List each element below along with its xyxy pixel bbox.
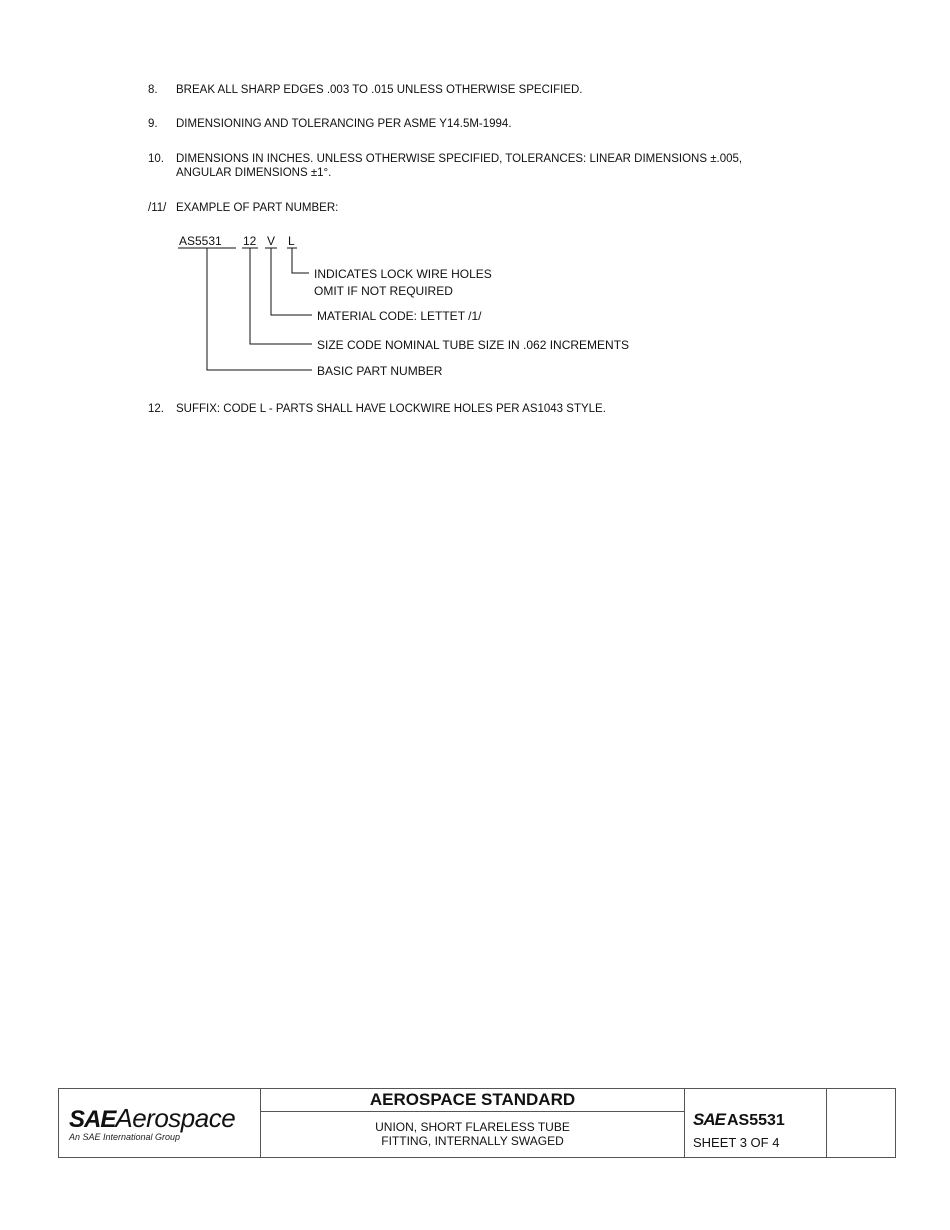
callout-lockwire-line2: OMIT IF NOT REQUIRED	[314, 284, 453, 298]
title-block	[58, 1088, 896, 1158]
note-text	[176, 117, 828, 131]
note-number: 9.	[148, 118, 158, 130]
note-text	[176, 83, 828, 97]
sheet-number: SHEET 3 OF 4	[693, 1135, 780, 1150]
title-block-logo-cell	[59, 1089, 261, 1157]
callout-lockwire-line1: INDICATES LOCK WIRE HOLES	[314, 267, 492, 281]
document-title	[261, 1120, 684, 1148]
note-number: /11/	[148, 202, 167, 214]
leader-suffix	[292, 248, 309, 273]
note-11	[148, 201, 828, 215]
note-line: ANGULAR DIMENSIONS ±1°.	[176, 167, 332, 179]
standard-heading: AEROSPACE STANDARD	[261, 1089, 684, 1112]
segment-material-code: V	[267, 234, 276, 248]
document-number: AS5531	[726, 1112, 785, 1129]
aerospace-logo-word: Aerospace	[115, 1103, 236, 1133]
segment-size-code: 12	[243, 234, 257, 248]
sae-logo-mark: SAE	[69, 1106, 116, 1133]
title-block-empty-cell	[827, 1089, 895, 1157]
note-line: DIMENSIONING AND TOLERANCING PER ASME Y14.5M-1994.	[176, 118, 512, 130]
callout-size: SIZE CODE NOMINAL TUBE SIZE IN .062 INCREMENTS	[317, 338, 630, 352]
document-id	[693, 1110, 785, 1130]
note-text	[176, 152, 828, 180]
note-8	[148, 83, 828, 97]
sae-small-logo: SAE	[693, 1110, 725, 1129]
note-10	[148, 152, 828, 180]
leader-material	[271, 248, 312, 315]
title-block-title-cell	[261, 1089, 685, 1157]
segment-suffix: L	[288, 234, 295, 248]
note-12	[148, 402, 828, 416]
leader-basic	[207, 248, 312, 370]
note-line: BREAK ALL SHARP EDGES .003 TO .015 UNLESS OTHERWISE SPECIFIED.	[176, 84, 583, 96]
note-line: DIMENSIONS IN INCHES. UNLESS OTHERWISE SPECIFIED, TOLERANCES: LINEAR DIMENSIONS ±.005,	[176, 153, 743, 165]
note-line: SUFFIX: CODE L - PARTS SHALL HAVE LOCKWIRE HOLES PER AS1043 STYLE.	[176, 403, 606, 415]
note-number: 10.	[148, 153, 164, 165]
leader-size	[250, 248, 312, 344]
callout-basic: BASIC PART NUMBER	[317, 364, 443, 378]
title-block-doc-cell	[685, 1089, 827, 1157]
segment-basic-part: AS5531	[179, 234, 222, 248]
note-text	[176, 402, 828, 416]
callout-material: MATERIAL CODE: LETTET /1/	[317, 309, 482, 323]
note-number: 12.	[148, 403, 164, 415]
sae-aerospace-logo	[69, 1103, 235, 1134]
note-line: EXAMPLE OF PART NUMBER:	[176, 202, 339, 214]
document-title-line: UNION, SHORT FLARELESS TUBE	[375, 1120, 570, 1134]
note-text	[176, 201, 828, 215]
note-number: 8.	[148, 84, 158, 96]
logo-tagline: An SAE International Group	[69, 1132, 181, 1142]
note-9	[148, 117, 828, 131]
document-title-line: FITTING, INTERNALLY SWAGED	[381, 1134, 564, 1148]
